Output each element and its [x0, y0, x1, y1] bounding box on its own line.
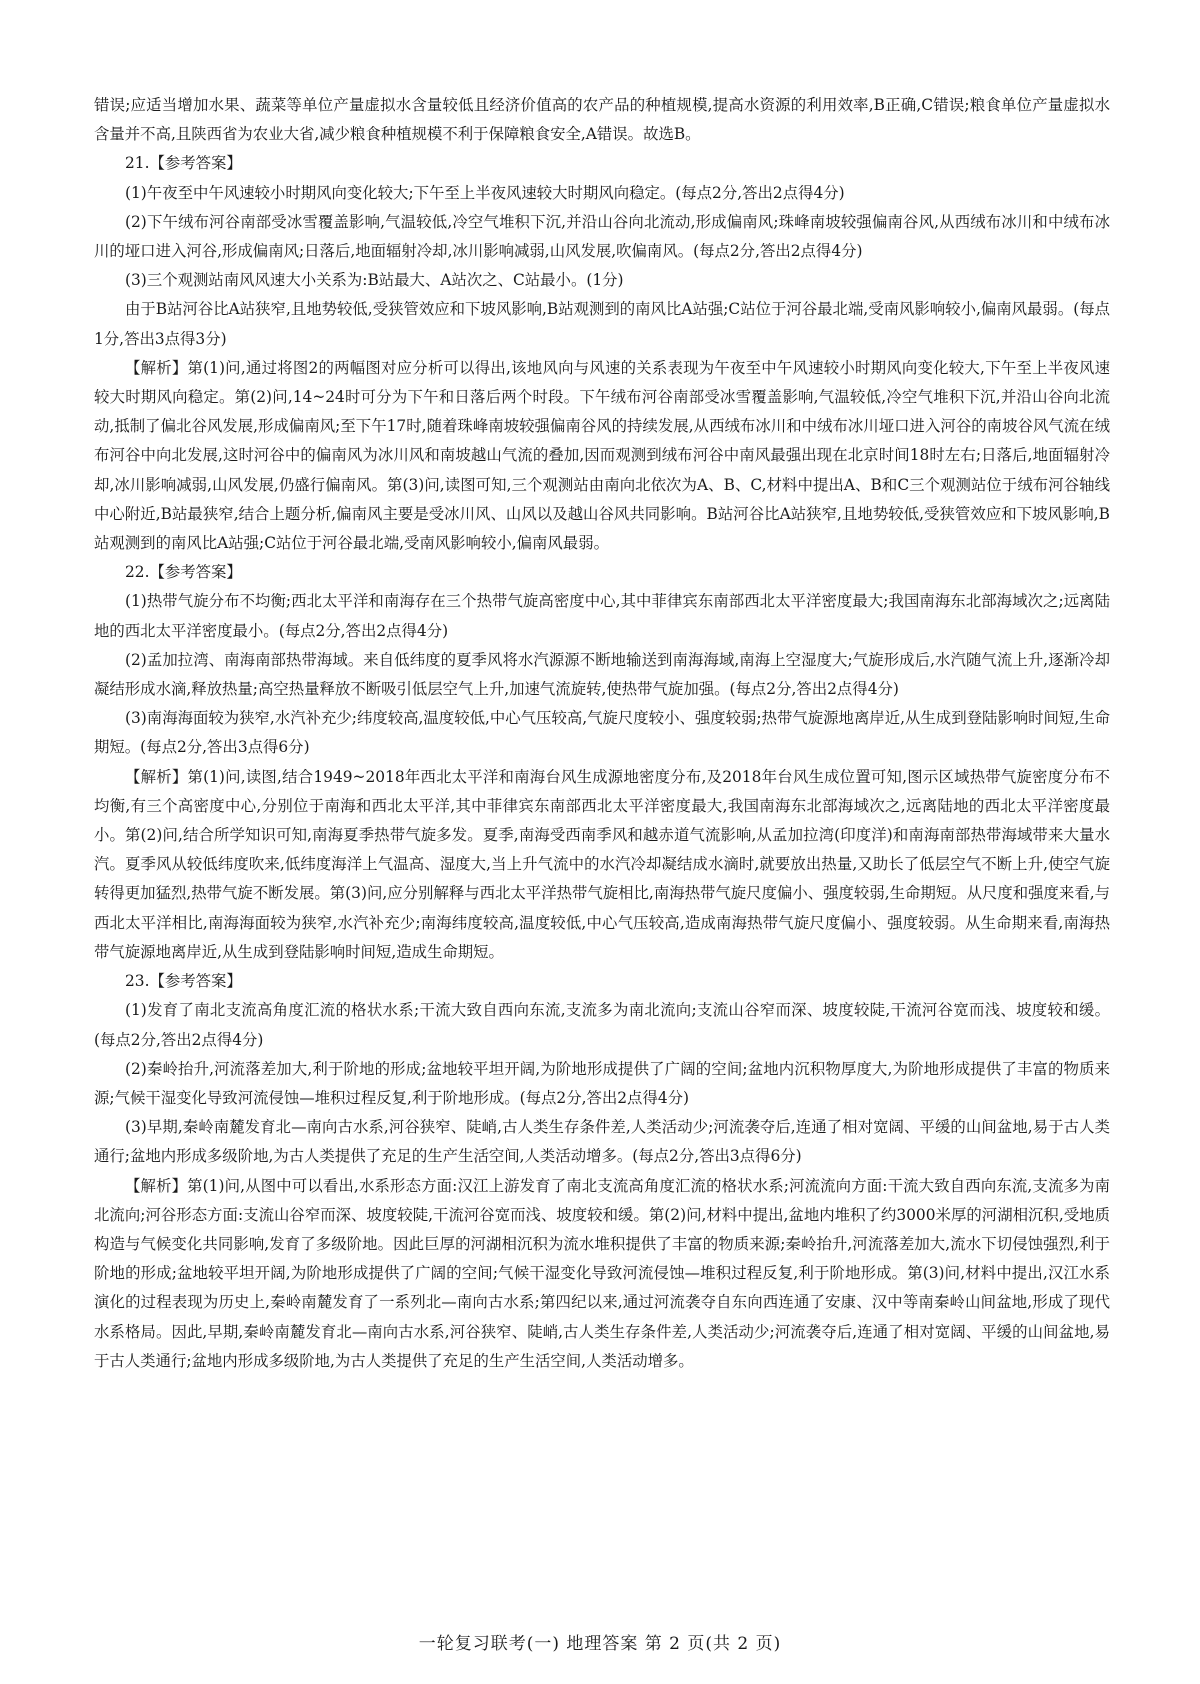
- paragraph: (2)秦岭抬升,河流落差加大,利于阶地的形成;盆地较平坦开阔,为阶地形成提供了广阔的空间;盆地内沉积物厚度大,为阶地形成提供了丰富的物质来源;气候干湿变化导致河流侵蚀—堆积过程反复,利于阶地形成。(每点2分,答出2点得4分): [94, 1059, 1110, 1107]
- analysis-paragraph: 【解析】第(1)问,从图中可以看出,水系形态方面:汉江上游发育了南北支流高角度汇流的格状水系;河流流向方面:干流大致自西向东流,支流多为南北流向;河谷形态方面:支流山谷窄而深、坡度较陡,干流河谷宽而浅、坡度较和缓。第(2)问,材料中提出,盆地内堆积了约3000米厚的河湖相沉积,受地质构造与气候变化共同影响,发育了多级阶地。因此巨厚的河湖相沉积为流水堆积提供了丰富的物质来源;秦岭抬升,河流落差加大,流水下切侵蚀强烈,利于阶地的形成;盆地较平坦开阔,为阶地形成提供了广阔的空间;气候干湿变化导致河流侵蚀—堆积过程反复,利于阶地形成。第(3)问,材料中提出,汉江水系演化的过程表现为历史上,秦岭南麓发育了一系列北—南向古水系;第四纪以来,通过河流袭夺自东向西连通了安康、汉中等南秦岭山间盆地,形成了现代水系格局。因此,早期,秦岭南麓发育北—南向古水系,河谷狭窄、陡峭,古人类生存条件差,人类活动少;河流袭夺后,连通了相对宽阔、平缓的山间盆地,易于古人类通行;盆地内形成多级阶地,为古人类提供了充足的生产生活空间,人类活动增多。: [94, 1176, 1110, 1370]
- paragraph: (1)午夜至中午风速较小时期风向变化较大;下午至上半夜风速较大时期风向稳定。(每点2分,答出2点得4分): [125, 183, 845, 202]
- analysis-paragraph: 【解析】第(1)问,通过将图2的两幅图对应分析可以得出,该地风向与风速的关系表现为午夜至中午风速较小时期风向变化较大,下午至上半夜风速较大时期风向稳定。第(2)问,14~24时可分为下午和日落后两个时段。下午绒布河谷南部受冰雪覆盖影响,气温较低,冷空气堆积下沉,并沿山谷向北流动,抵制了偏北谷风发展,形成偏南风;至下午17时,随着珠峰南坡较强偏南谷风的持续发展,从西绒布冰川和中绒布冰川垭口进入河谷的南坡谷风气流在绒布河谷中向北发展,这时河谷中的偏南风为冰川风和南坡越山气流的叠加,因而观测到绒布河谷中南风最强出现在北京时间18时左右;日落后,地面辐射冷却,冰川影响减弱,山风发展,仍盛行偏南风。第(3)问,读图可知,三个观测站由南向北依次为A、B、C,材料中提出A、B和C三个观测站位于绒布河谷轴线中心附近,B站最狭窄,结合上题分析,偏南风主要是受冰川风、山风以及越山谷风共同影响。B站河谷比A站狭窄,且地势较低,受狭管效应和下坡风影响,B站观测到的南风比A站强;C站位于河谷最北端,受南风影响较小,偏南风最弱。: [94, 358, 1110, 553]
- paragraph: (3)南海海面较为狭窄,水汽补充少;纬度较高,温度较低,中心气压较高,气旋尺度较小、强度较弱;热带气旋源地离岸近,从生成到登陆影响时间短,生命期短。(每点2分,答出3点得6分): [94, 709, 1110, 757]
- paragraph: (2)孟加拉湾、南海南部热带海域。来自低纬度的夏季风将水汽源源不断地输送到南海海域,南海上空湿度大;气旋形成后,水汽随气流上升,逐渐冷却凝结形成水滴,释放热量;高空热量释放不断吸引低层空气上升,加速气流旋转,使热带气旋加强。(每点2分,答出2点得4分): [94, 650, 1110, 699]
- paragraph: (2)下午绒布河谷南部受冰雪覆盖影响,气温较低,冷空气堆积下沉,并沿山谷向北流动,形成偏南风;珠峰南坡较强偏南谷风,从西绒布冰川和中绒布冰川的垭口进入河谷,形成偏南风;日落后,地面辐射冷却,冰川影响减弱,山风发展,吹偏南风。(每点2分,答出2点得4分): [94, 212, 1110, 261]
- page-footer: 一轮复习联考(一) 地理答案 第 2 页(共 2 页): [418, 1634, 782, 1654]
- paragraph: 由于B站河谷比A站狭窄,且地势较低,受狭管效应和下坡风影响,B站观测到的南风比A站强;C站位于河谷最北端,受南风影响较小,偏南风最弱。(每点1分,答出3点得3分): [94, 300, 1110, 348]
- question-21-heading: 21.【参考答案】: [125, 154, 242, 173]
- paragraph: (1)热带气旋分布不均衡;西北太平洋和南海存在三个热带气旋高密度中心,其中菲律宾东南部西北太平洋密度最大;我国南海东北部海域次之;远离陆地的西北太平洋密度最小。(每点2分,答出2点得4分): [94, 592, 1110, 640]
- question-22-heading: 22.【参考答案】: [125, 563, 242, 582]
- paragraph: (3)三个观测站南风风速大小关系为:B站最大、A站次之、C站最小。(1分): [125, 271, 624, 290]
- answer-content: [94, 91, 1110, 1376]
- paragraph: 错误;应适当增加水果、蔬菜等单位产量虚拟水含量较低且经济价值高的农产品的种植规模,提高水资源的利用效率,B正确,C错误;粮食单位产量虚拟水含量并不高,且陕西省为农业大省,减少粮食种植规模不利于保障粮食安全,A错误。故选B。: [94, 96, 1110, 144]
- paragraph: (1)发育了南北支流高角度汇流的格状水系;干流大致自西向东流,支流多为南北流向;支流山谷窄而深、坡度较陡,干流河谷宽而浅、坡度较和缓。(每点2分,答出2点得4分): [94, 1001, 1110, 1049]
- paragraph: (3)早期,秦岭南麓发育北—南向古水系,河谷狭窄、陡峭,古人类生存条件差,人类活动少;河流袭夺后,连通了相对宽阔、平缓的山间盆地,易于古人类通行;盆地内形成多级阶地,为古人类提供了充足的生产生活空间,人类活动增多。(每点2分,答出3点得6分): [94, 1118, 1110, 1166]
- question-23-heading: 23.【参考答案】: [125, 972, 242, 991]
- analysis-paragraph: 【解析】第(1)问,读图,结合1949~2018年西北太平洋和南海台风生成源地密度分布,及2018年台风生成位置可知,图示区域热带气旋密度分布不均衡,有三个高密度中心,分别位于南海和西北太平洋,其中菲律宾东南部西北太平洋密度最大,我国南海东北部海域次之,远离陆地的西北太平洋密度最小。第(2)问,结合所学知识可知,南海夏季热带气旋多发。夏季,南海受西南季风和越赤道气流影响,从孟加拉湾(印度洋)和南海南部热带海域带来大量水汽。夏季风从较低纬度吹来,低纬度海洋上气温高、湿度大,当上升气流中的水汽冷却凝结成水滴时,就要放出热量,又助长了低层空气不断上升,使空气旋转得更加猛烈,热带气旋不断发展。第(3)问,应分别解释与西北太平洋热带气旋相比,南海热带气旋尺度偏小、强度较弱,生命期短。从尺度和强度来看,与西北太平洋相比,南海海面较为狭窄,水汽补充少;南海纬度较高,温度较低,中心气压较高,造成南海热带气旋尺度偏小、强度较弱。从生命期来看,南海热带气旋源地离岸近,从生成到登陆影响时间短,造成生命期短。: [94, 767, 1110, 961]
